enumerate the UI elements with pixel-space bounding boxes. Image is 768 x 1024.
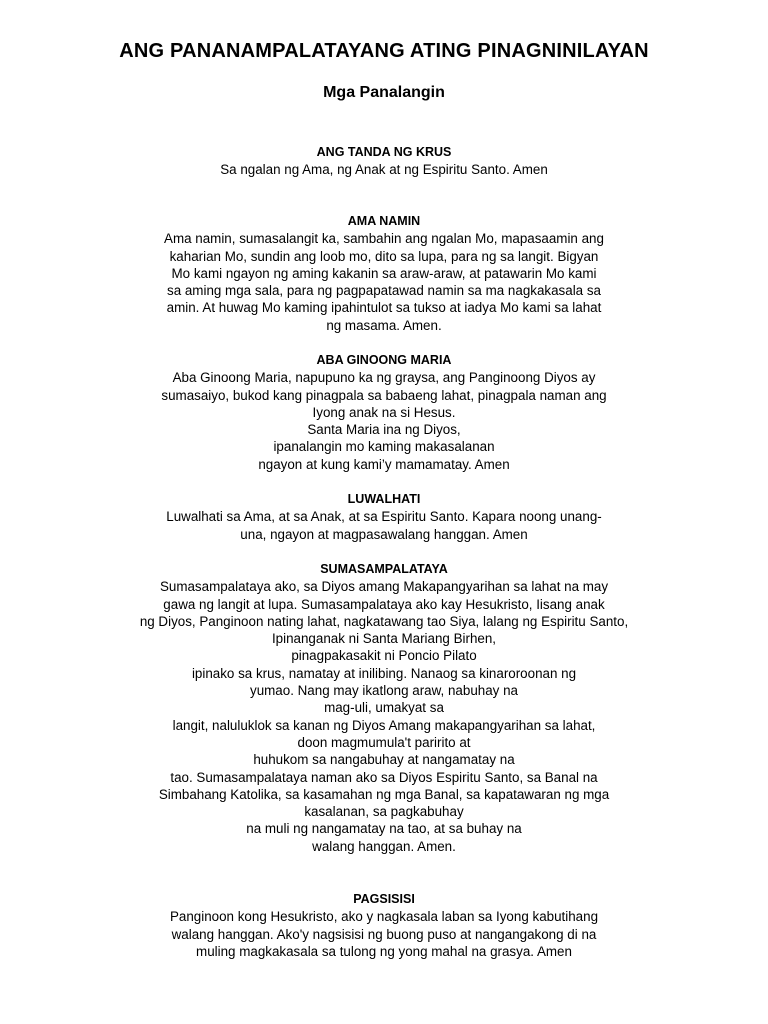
prayer-line: kasalanan, sa pagkabuhay <box>304 804 464 820</box>
prayer-line: doon magmumula't paririto at <box>297 734 471 750</box>
prayer-line: Iyong anak na si Hesus. <box>312 404 456 420</box>
prayer-line: ipanalangin mo kaming makasalanan <box>273 439 495 455</box>
prayer-line: Sa ngalan ng Ama, ng Anak at ng Espiritu Santo. Amen <box>220 162 548 178</box>
prayer-line: walang hanggan. Ako'y nagsisisi ng buong puso at nangangakong di na <box>171 926 597 942</box>
prayer-line: muling magkakasala sa tulong ng yong mahal na grasya. Amen <box>196 943 572 959</box>
section-heading: PAGSISISI <box>353 892 415 906</box>
prayer-line: sumasaiyo, bukod kang pinagpala sa babaeng lahat, pinagpala naman ang <box>161 387 607 403</box>
document-title: ANG PANANAMPALATAYANG ATING PINAGNINILAYAN <box>119 40 649 62</box>
section-luwalhati <box>40 491 728 543</box>
prayer-line: kaharian Mo, sundin ang loob mo, dito sa lupa, para ng sa langit. Bigyan <box>169 248 599 264</box>
prayer-line: mag-uli, umakyat sa <box>324 700 444 716</box>
prayer-line: ng Diyos, Panginoon nating lahat, nagkatawang tao Siya, lalang ng Espiritu Santo, <box>139 613 629 629</box>
document-subtitle: Mga Panalangin <box>323 84 445 101</box>
prayer-line: langit, naluluklok sa kanan ng Diyos Amang makapangyarihan sa lahat, <box>172 717 596 733</box>
prayer-line: huhukom sa nangabuhay at nangamatay na <box>253 752 515 768</box>
prayer-line: ipinako sa krus, namatay at inilibing. Nanaog sa kinaroroonan ng <box>191 665 577 681</box>
section-heading: ABA GINOONG MARIA <box>316 353 452 367</box>
section-heading: LUWALHATI <box>347 492 421 506</box>
prayer-line: gawa ng langit at lupa. Sumasampalataya ako kay Hesukristo, Iisang anak <box>163 596 605 612</box>
section-heading: ANG TANDA NG KRUS <box>316 145 452 159</box>
prayer-line: walang hanggan. Amen. <box>312 838 456 854</box>
prayer-line: Ama namin, sumasalangit ka, sambahin ang ngalan Mo, mapasaamin ang <box>164 231 604 247</box>
section-ama-namin <box>40 213 728 334</box>
prayer-line: na muli ng nangamatay na tao, at sa buhay na <box>246 821 522 837</box>
prayer-line: ng masama. Amen. <box>326 317 442 333</box>
section-tanda-ng-krus <box>40 144 728 179</box>
prayer-line: tao. Sumasampalataya naman ako sa Diyos Espiritu Santo, sa Banal na <box>170 769 598 785</box>
section-heading: AMA NAMIN <box>347 214 421 228</box>
prayer-line: Luwalhati sa Ama, at sa Anak, at sa Espiritu Santo. Kapara noong unang- <box>166 509 602 525</box>
prayer-line: ngayon at kung kami’y mamamatay. Amen <box>258 456 510 472</box>
prayer-line: Ipinanganak ni Santa Mariang Birhen, <box>271 631 497 647</box>
prayer-line: Santa Maria ina ng Diyos, <box>307 422 461 438</box>
prayer-line: pinagpakasakit ni Poncio Pilato <box>291 648 477 664</box>
prayer-line: Sumasampalataya ako, sa Diyos amang Makapangyarihan sa lahat na may <box>159 579 609 595</box>
prayer-line: una, ngayon at magpasawalang hanggan. Amen <box>240 526 528 542</box>
prayer-line: Panginoon kong Hesukristo, ako y nagkasala laban sa Iyong kabutihang <box>169 909 599 925</box>
section-sumasampalataya <box>40 561 728 855</box>
section-aba-ginoong-maria <box>40 352 728 473</box>
prayer-line: amin. At huwag Mo kaming ipahintulot sa tukso at iadya Mo kami sa lahat <box>166 300 602 316</box>
prayer-line: Mo kami ngayon ng aming kakanin sa araw-araw, at patawarin Mo kami <box>171 265 597 281</box>
prayer-line: Simbahang Katolika, sa kasamahan ng mga Banal, sa kapatawaran ng mga <box>158 786 610 802</box>
prayer-line: Aba Ginoong Maria, napupuno ka ng graysa, ang Panginoong Diyos ay <box>172 370 596 386</box>
prayer-line: sa aming mga sala, para ng pagpapatawad namin sa ma nagkakasala sa <box>167 283 601 299</box>
section-pagsisisi <box>40 891 728 960</box>
prayer-line: yumao. Nang may ikatlong araw, nabuhay na <box>250 683 518 699</box>
section-heading: SUMASAMPALATAYA <box>320 562 448 576</box>
